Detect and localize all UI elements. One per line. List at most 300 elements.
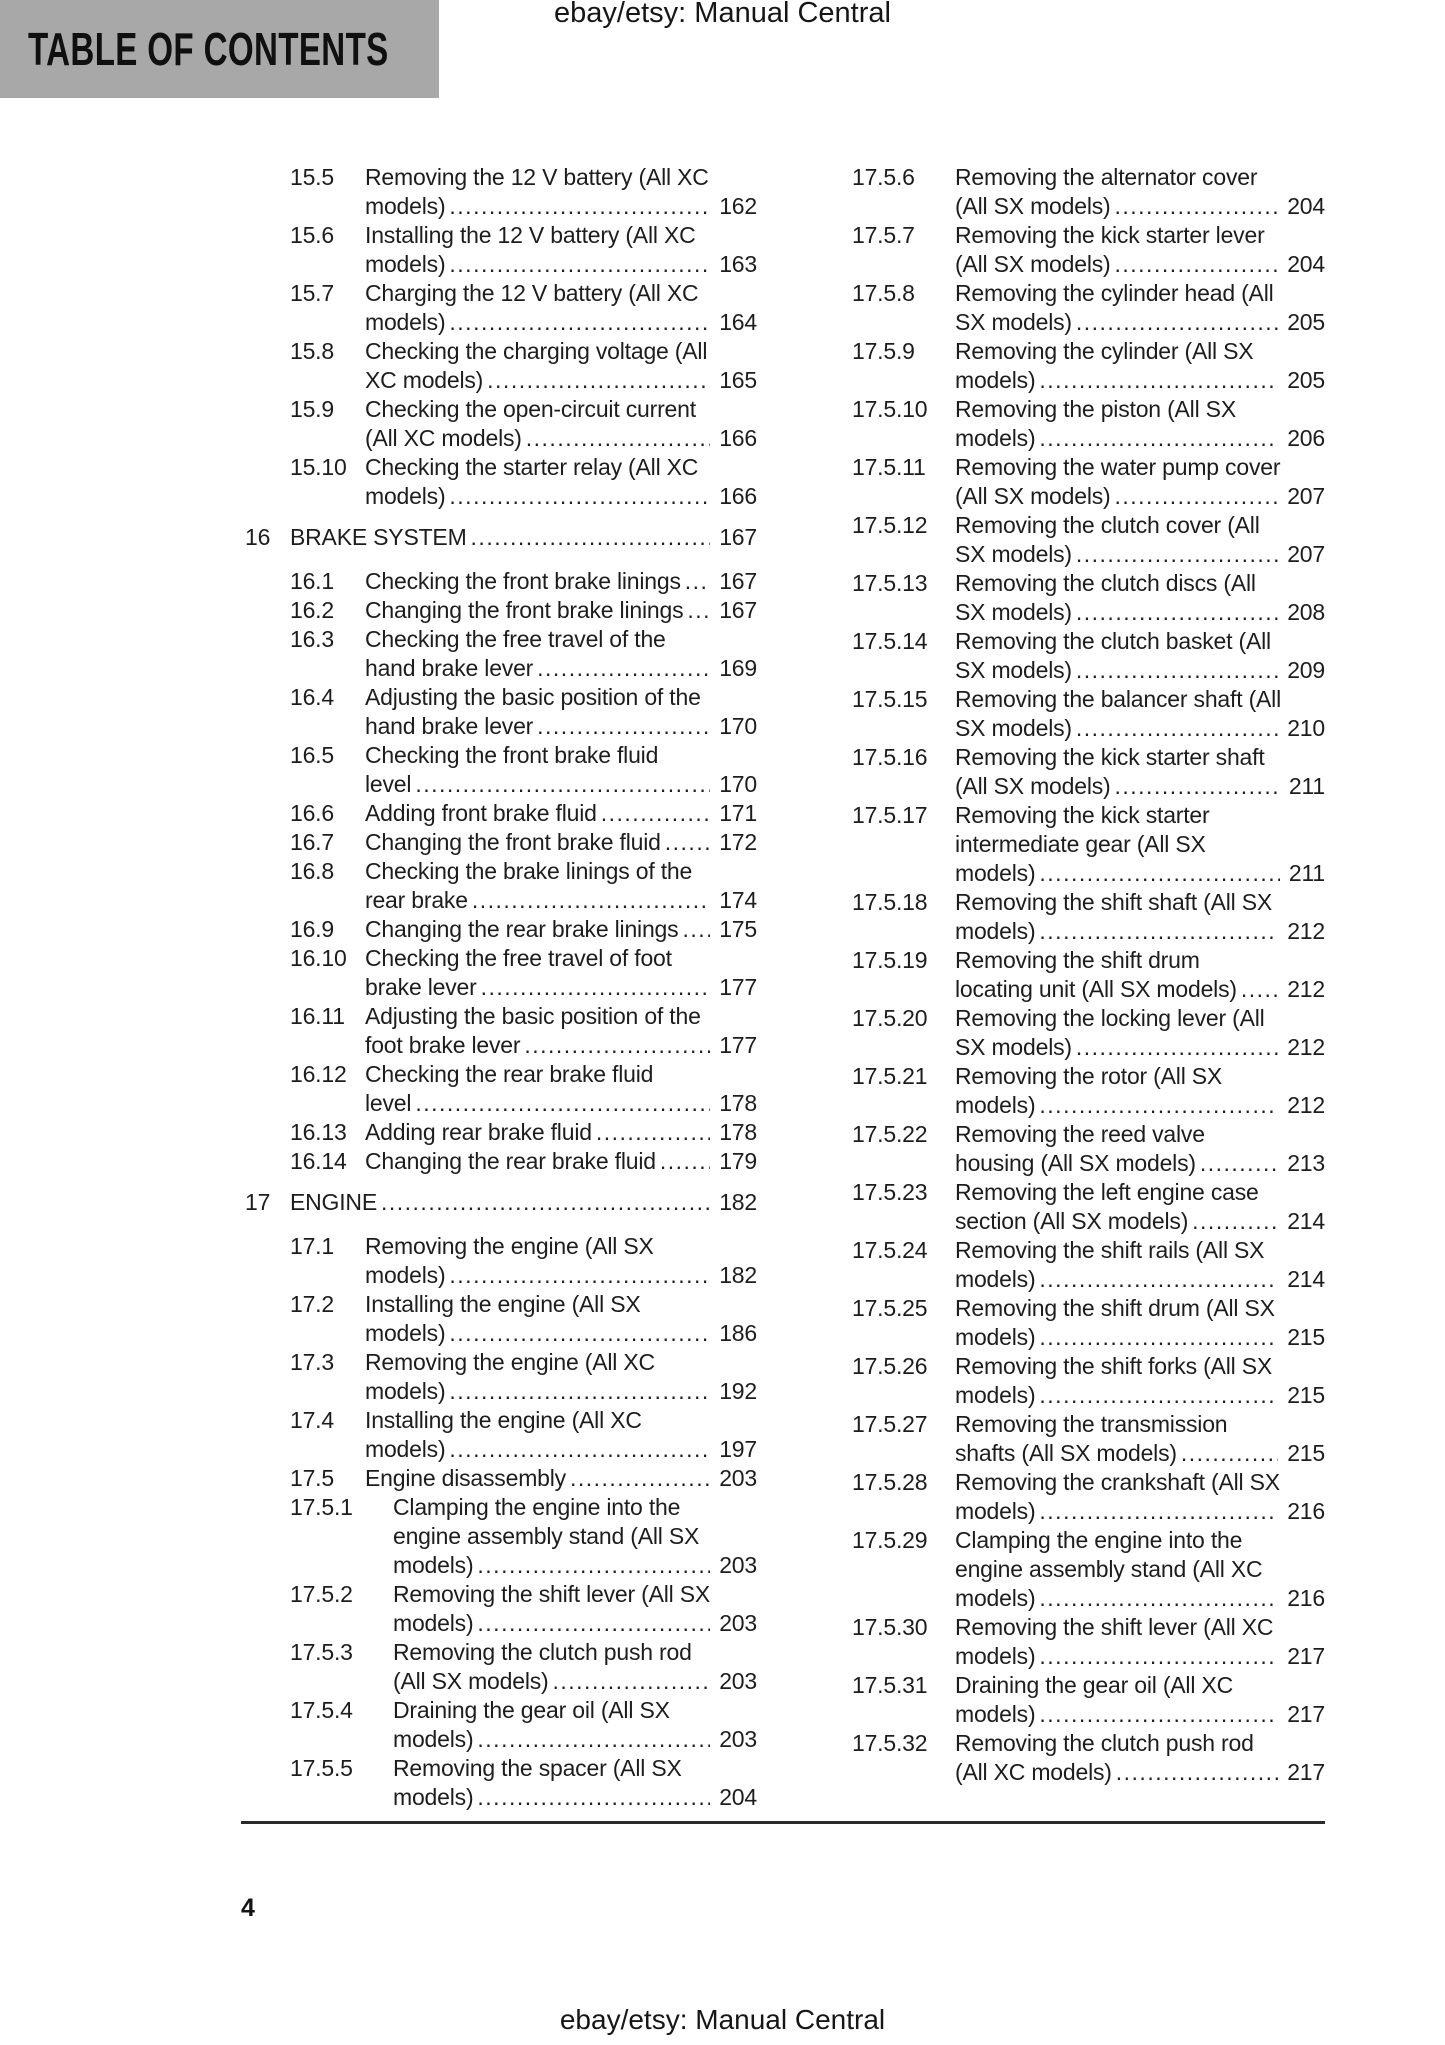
toc-entry-page: 163 [719,251,757,277]
toc-entry-line: Removing the left engine case [955,1179,1259,1205]
toc-entry-body [393,1580,757,1638]
toc-entry-page: 210 [1287,715,1325,741]
toc-entry-title: models) [365,1320,446,1346]
toc-entry-line: Removing the kick starter lever [955,222,1265,248]
toc-entry-number: 17.5.14 [852,628,928,654]
toc-entry-lastline [365,596,757,625]
dot-leader [1039,424,1278,453]
toc-entry-body [365,828,757,857]
toc-entry-number: 15.8 [290,338,334,364]
toc-entry-body [393,1638,757,1696]
toc-entry-lastline [365,1464,757,1493]
toc-entry-body [955,1004,1325,1062]
dot-leader [1192,1207,1278,1236]
toc-entry-number: 17.5.4 [290,1697,353,1723]
toc-entry-line: Removing the kick starter [955,802,1210,828]
toc-entry-page: 207 [1287,483,1325,509]
dot-leader [537,712,710,741]
toc-entry-line: Removing the shift shaft (All SX [955,889,1273,915]
toc-entry-title: Changing the rear brake fluid [365,1148,656,1174]
toc-entry-lastline [365,192,757,221]
toc-entry-lastline [393,1551,757,1580]
toc-entry-body [955,1352,1325,1410]
toc-entry [848,1120,1325,1178]
toc-entry-line: Removing the spacer (All SX [393,1755,682,1781]
toc-entry-body [365,453,757,511]
dot-leader [682,915,710,944]
toc-entry-page: 214 [1287,1266,1325,1292]
dot-leader [1116,1758,1278,1787]
toc-entry-body [955,946,1325,1004]
toc-entry-title: Adding front brake fluid [365,800,597,826]
toc-entry-title: BRAKE SYSTEM [290,524,467,550]
toc-entry-title: models) [365,1262,446,1288]
toc-entry-number: 17.5.20 [852,1005,928,1031]
toc-entry-page: 213 [1287,1150,1325,1176]
toc-entry-line: Checking the charging voltage (All [365,338,708,364]
toc-entry-lastline [365,366,757,395]
toc-column-left [245,163,757,1812]
dot-leader [1200,1149,1278,1178]
toc-entry [245,1638,757,1696]
toc-entry-body [365,1406,757,1464]
toc-entry-line: Removing the shift lever (All SX [393,1581,711,1607]
toc-entry-body [365,221,757,279]
toc-entry-body [365,1060,757,1118]
toc-entry-title: models) [365,1378,446,1404]
toc-entry-page: 192 [719,1378,757,1404]
toc-entry-body [365,1232,757,1290]
toc-column-right [848,163,1325,1812]
toc-entry-title: models) [955,1498,1036,1524]
toc-entry-line: Checking the free travel of foot [365,945,672,971]
toc-entry-number: 17.5.5 [290,1755,353,1781]
toc-entry [245,596,757,625]
toc-entry-page: 167 [719,524,757,550]
toc-entry-number: 16.8 [290,858,334,884]
toc-entry-number: 17.5.6 [852,164,915,190]
dot-leader [449,1261,710,1290]
toc-entry-number: 16.7 [290,829,334,855]
dot-leader [660,1147,710,1176]
toc-entry [848,888,1325,946]
toc-entry-title: models) [955,1324,1036,1350]
toc-entry-line: Removing the cylinder head (All [955,280,1274,306]
toc-entry [245,1406,757,1464]
toc-entry-number: 17.5.2 [290,1581,353,1607]
toc-entry-body [365,915,757,944]
dot-leader [471,523,711,552]
toc-entry-number: 15.7 [290,280,334,306]
toc-entry [848,1294,1325,1352]
toc-entry-title: rear brake [365,887,468,913]
toc-entry-body [365,279,757,337]
toc-entry-title: level [365,1090,412,1116]
toc-entry-lastline [955,424,1325,453]
toc-entry-line: Removing the reed valve [955,1121,1205,1147]
bottom-watermark: ebay/etsy: Manual Central [559,2004,886,2035]
toc-entry-body [955,395,1325,453]
toc-entry-page: 170 [719,713,757,739]
toc-entry-line: Charging the 12 V battery (All XC [365,280,699,306]
toc-entry-lastline [955,1758,1325,1787]
toc-entry-title: hand brake lever [365,655,534,681]
toc-entry-body [365,1147,757,1176]
toc-entry-body [365,857,757,915]
toc-entry-title: Changing the front brake linings [365,597,684,623]
toc-entry-lastline [365,567,757,596]
toc-entry-lastline [393,1725,757,1754]
toc-entry-lastline [955,366,1325,395]
toc-entry-line: intermediate gear (All SX [955,831,1206,857]
toc-entry-body [955,685,1325,743]
toc-entry-body [955,888,1325,946]
toc-entry-line: Removing the shift forks (All SX [955,1353,1272,1379]
toc-entry-line: Removing the engine (All XC [365,1349,655,1375]
dot-leader [1076,656,1278,685]
toc-entry-lastline [955,917,1325,946]
toc-entry [245,567,757,596]
toc-entry-line: Removing the water pump cover [955,454,1281,480]
toc-entry-number: 17.5.8 [852,280,915,306]
toc-entry-lastline [955,1439,1325,1468]
toc-entry-title: housing (All SX models) [955,1150,1196,1176]
toc-entry-page: 167 [719,597,757,623]
toc-entry-lastline [955,656,1325,685]
dot-leader [685,567,710,596]
toc-entry-number: 17.5.3 [290,1639,353,1665]
toc-entry-number: 15.9 [290,396,334,422]
toc-entry-title: models) [955,1585,1036,1611]
toc-entry [848,1236,1325,1294]
toc-entry-line: Adjusting the basic position of the [365,684,701,710]
toc-entry [245,1002,757,1060]
toc-entry-lastline [365,482,757,511]
toc-entry-title: (All XC models) [955,1759,1112,1785]
toc-entry-title: (All SX models) [393,1668,549,1694]
toc-entry-title: SX models) [955,309,1072,335]
toc-entry [245,1493,757,1580]
toc-entry-lastline [290,523,757,552]
toc-entry-title: models) [955,1092,1036,1118]
toc-entry-number: 16 [245,524,271,550]
toc-entry-title: models) [393,1552,474,1578]
dot-leader [449,192,710,221]
toc-entry-lastline [365,886,757,915]
toc-entry-line: Removing the clutch basket (All [955,628,1271,654]
toc-entry-title: models) [955,1701,1036,1727]
toc-entry-line: Removing the clutch push rod [393,1639,692,1665]
toc-entry-title: (All SX models) [955,773,1111,799]
toc-entry-page: 166 [719,483,757,509]
dot-leader [1039,1091,1278,1120]
toc-entry-lastline [365,1118,757,1147]
toc-entry-number: 17.5.21 [852,1063,928,1089]
dot-leader [1039,366,1278,395]
toc-entry [245,395,757,453]
toc-entry-lastline [955,1265,1325,1294]
toc-entry [848,1729,1325,1787]
toc-entry-page: 211 [1288,860,1325,886]
toc-entry-body [365,1290,757,1348]
toc-entry [245,1188,757,1217]
toc-entry [848,453,1325,511]
toc-entry-lastline [365,828,757,857]
toc-entry-number: 17 [245,1189,271,1215]
toc-entry-title: section (All SX models) [955,1208,1189,1234]
toc-entry-line: Removing the shift lever (All XC [955,1614,1274,1640]
toc-entry-page: 217 [1287,1701,1325,1727]
dot-leader [1039,1323,1278,1352]
dot-leader [449,250,710,279]
toc-entry [245,337,757,395]
toc-entry-page: 205 [1287,367,1325,393]
toc-entry [848,395,1325,453]
dot-leader [1115,250,1279,279]
dot-leader [1115,192,1279,221]
toc-entry-body [955,569,1325,627]
toc-entry-page: 215 [1287,1382,1325,1408]
toc-entry-line: Removing the shift drum [955,947,1200,973]
toc-entry-line: Removing the transmission [955,1411,1228,1437]
toc-entry-title: SX models) [955,541,1072,567]
dot-leader [477,1783,710,1812]
dot-leader [570,1464,710,1493]
toc-entry-page: 212 [1287,918,1325,944]
dot-leader [601,799,710,828]
toc-entry-body [955,1236,1325,1294]
toc-entry-title: models) [365,483,446,509]
toc-entry-body [365,625,757,683]
toc-entry-lastline [955,1584,1325,1613]
toc-entry-number: 17.5.25 [852,1295,928,1321]
toc-entry-body [365,1118,757,1147]
toc-entry-title: (All SX models) [955,193,1111,219]
toc-entry [848,279,1325,337]
toc-entry-lastline [955,714,1325,743]
dot-leader [524,1031,710,1060]
toc-entry-number: 17.5.1 [290,1494,353,1520]
toc-entry-page: 182 [719,1189,757,1215]
toc-entry-body [955,453,1325,511]
toc-entry [848,1468,1325,1526]
toc-entry-lastline [365,1089,757,1118]
toc-entry-page: 167 [719,568,757,594]
toc-entry [245,163,757,221]
toc-entry-page: 165 [719,367,757,393]
toc-entry [848,743,1325,801]
toc-entry-title: models) [393,1784,474,1810]
toc-entry-page: 203 [719,1465,757,1491]
toc-entry-title: foot brake lever [365,1032,521,1058]
toc-entry-lastline [365,799,757,828]
toc-entry-title: (All SX models) [955,251,1111,277]
toc-entry-title: Changing the rear brake linings [365,916,679,942]
toc-entry-line: Checking the brake linings of the [365,858,693,884]
toc-entry-number: 17.5.15 [852,686,928,712]
toc-entry-lastline [290,1188,757,1217]
toc-entry-title: SX models) [955,599,1072,625]
toc-entry-title: locating unit (All SX models) [955,976,1237,1002]
toc-entry-body [955,627,1325,685]
toc-entry-body [955,801,1325,888]
toc-entry-title: models) [955,1643,1036,1669]
toc-entry-lastline [955,250,1325,279]
toc-entry-line: Removing the locking lever (All [955,1005,1265,1031]
toc-entry-line: Draining the gear oil (All XC [955,1672,1233,1698]
toc-entry-number: 15.5 [290,164,334,190]
toc-entry-body [393,1696,757,1754]
toc-entry-title: models) [955,918,1036,944]
dot-leader [481,973,711,1002]
toc-entry-lastline [393,1609,757,1638]
dot-leader [477,1551,710,1580]
toc-entry-page: 204 [1287,193,1325,219]
toc-entry-lastline [365,770,757,799]
dot-leader [477,1725,710,1754]
toc-entry-body [290,1188,757,1217]
toc-entry-number: 17.5.13 [852,570,928,596]
toc-entry [245,944,757,1002]
toc-entry-number: 16.10 [290,945,347,971]
toc-entry-lastline [365,973,757,1002]
toc-entry-title: ENGINE [290,1189,377,1215]
dot-leader [1039,1381,1278,1410]
toc-entry-line: Removing the rotor (All SX [955,1063,1223,1089]
toc-entry [848,511,1325,569]
toc-entry-page: 214 [1287,1208,1325,1234]
toc-entry-body [365,944,757,1002]
toc-entry-title: shafts (All SX models) [955,1440,1177,1466]
toc-entry-page: 216 [1287,1498,1325,1524]
toc-entry-number: 17.5.27 [852,1411,928,1437]
toc-entry-page: 216 [1287,1585,1325,1611]
toc-entry [245,1118,757,1147]
toc-entry [848,946,1325,1004]
dot-leader [1181,1439,1278,1468]
dot-leader [449,1435,710,1464]
toc-entry [245,683,757,741]
toc-entry-number: 17.5.24 [852,1237,928,1263]
toc-entry-body [365,1002,757,1060]
toc-entry-title: Checking the front brake linings [365,568,681,594]
toc-entry-line: Checking the rear brake fluid [365,1061,654,1087]
toc-entry-line: Checking the front brake fluid [365,742,659,768]
dot-leader [1115,482,1279,511]
toc-entry-number: 17.2 [290,1291,334,1317]
toc-entry [245,1232,757,1290]
toc-entry-number: 16.13 [290,1119,347,1145]
toc-entry-page: 170 [719,771,757,797]
toc-entry-number: 16.2 [290,597,334,623]
toc-entry-page: 211 [1288,773,1325,799]
toc-entry [245,1580,757,1638]
dot-leader [596,1118,710,1147]
toc-entry-lastline [955,1642,1325,1671]
dot-leader [472,886,710,915]
toc-entry [848,1410,1325,1468]
toc-entry-title: XC models) [365,367,484,393]
toc-entry-number: 16.9 [290,916,334,942]
toc-entry-line: engine assembly stand (All XC [955,1556,1263,1582]
toc-entry-lastline [365,1319,757,1348]
toc-entry-lastline [365,1377,757,1406]
toc-entry-body [955,743,1325,801]
toc-entry-number: 17.5.17 [852,802,928,828]
toc-entry-number: 16.1 [290,568,334,594]
toc-entry-number: 17.5.18 [852,889,928,915]
toc-entry-line: Installing the engine (All XC [365,1407,642,1433]
toc-entry-line: Removing the cylinder (All SX [955,338,1254,364]
dot-leader [449,1319,710,1348]
toc-entry-number: 17.5.11 [852,454,926,480]
toc-entry-number: 16.5 [290,742,334,768]
toc-entry-page: 203 [719,1552,757,1578]
dot-leader [1076,540,1278,569]
toc-entry-number: 16.11 [290,1003,345,1029]
top-watermark: ebay/etsy: Manual Central [554,0,891,29]
toc-entry-line: Removing the kick starter shaft [955,744,1265,770]
toc-entry-number: 17.5.19 [852,947,928,973]
toc-entry [848,1062,1325,1120]
page-number: 4 [241,1894,255,1922]
toc-entry-title: models) [365,1436,446,1462]
toc-entry-line: Clamping the engine into the [393,1494,681,1520]
toc-entry-number: 17.5.23 [852,1179,928,1205]
toc-entry-body [365,567,757,596]
toc-entry-lastline [955,1497,1325,1526]
toc-entry-body [365,1348,757,1406]
dot-leader [1076,1033,1278,1062]
dot-leader [1039,1642,1278,1671]
toc-entry-page: 215 [1287,1440,1325,1466]
toc-entry-title: models) [955,1382,1036,1408]
toc-entry [245,625,757,683]
toc-entry-lastline [955,772,1325,801]
toc-entry-page: 164 [719,309,757,335]
toc-entry-page: 204 [719,1784,757,1810]
toc-entry-lastline [955,308,1325,337]
toc-entry-line: Adjusting the basic position of the [365,1003,701,1029]
toc-entry-page: 171 [719,800,757,826]
page-title: TABLE OF CONTENTS [28,23,389,75]
toc-entry-line: Removing the 12 V battery (All XC [365,164,709,190]
toc-entry-title: models) [393,1610,474,1636]
dot-leader [487,366,710,395]
toc-entry-page: 162 [719,193,757,219]
toc-entry [245,221,757,279]
toc-entry [245,1147,757,1176]
toc-entry-title: level [365,771,412,797]
toc-entry-line: Installing the engine (All SX [365,1291,641,1317]
toc-entry-line: Removing the clutch push rod [955,1730,1254,1756]
toc-entry-page: 203 [719,1610,757,1636]
toc-entry [245,1754,757,1812]
toc-entry [245,523,757,552]
toc-entry-number: 16.12 [290,1061,347,1087]
toc-entry-number: 17.3 [290,1349,334,1375]
toc-entry-page: 197 [719,1436,757,1462]
toc-entry-line: Removing the balancer shaft (All [955,686,1281,712]
dot-leader [449,308,710,337]
toc-entry-page: 212 [1287,1092,1325,1118]
toc-entry-lastline [955,1033,1325,1062]
toc-entry-number: 17.5.31 [852,1672,928,1698]
toc-entry [245,1464,757,1493]
toc-entry-line: Clamping the engine into the [955,1527,1243,1553]
toc-entry-lastline [955,1381,1325,1410]
toc-entry-title: SX models) [955,657,1072,683]
